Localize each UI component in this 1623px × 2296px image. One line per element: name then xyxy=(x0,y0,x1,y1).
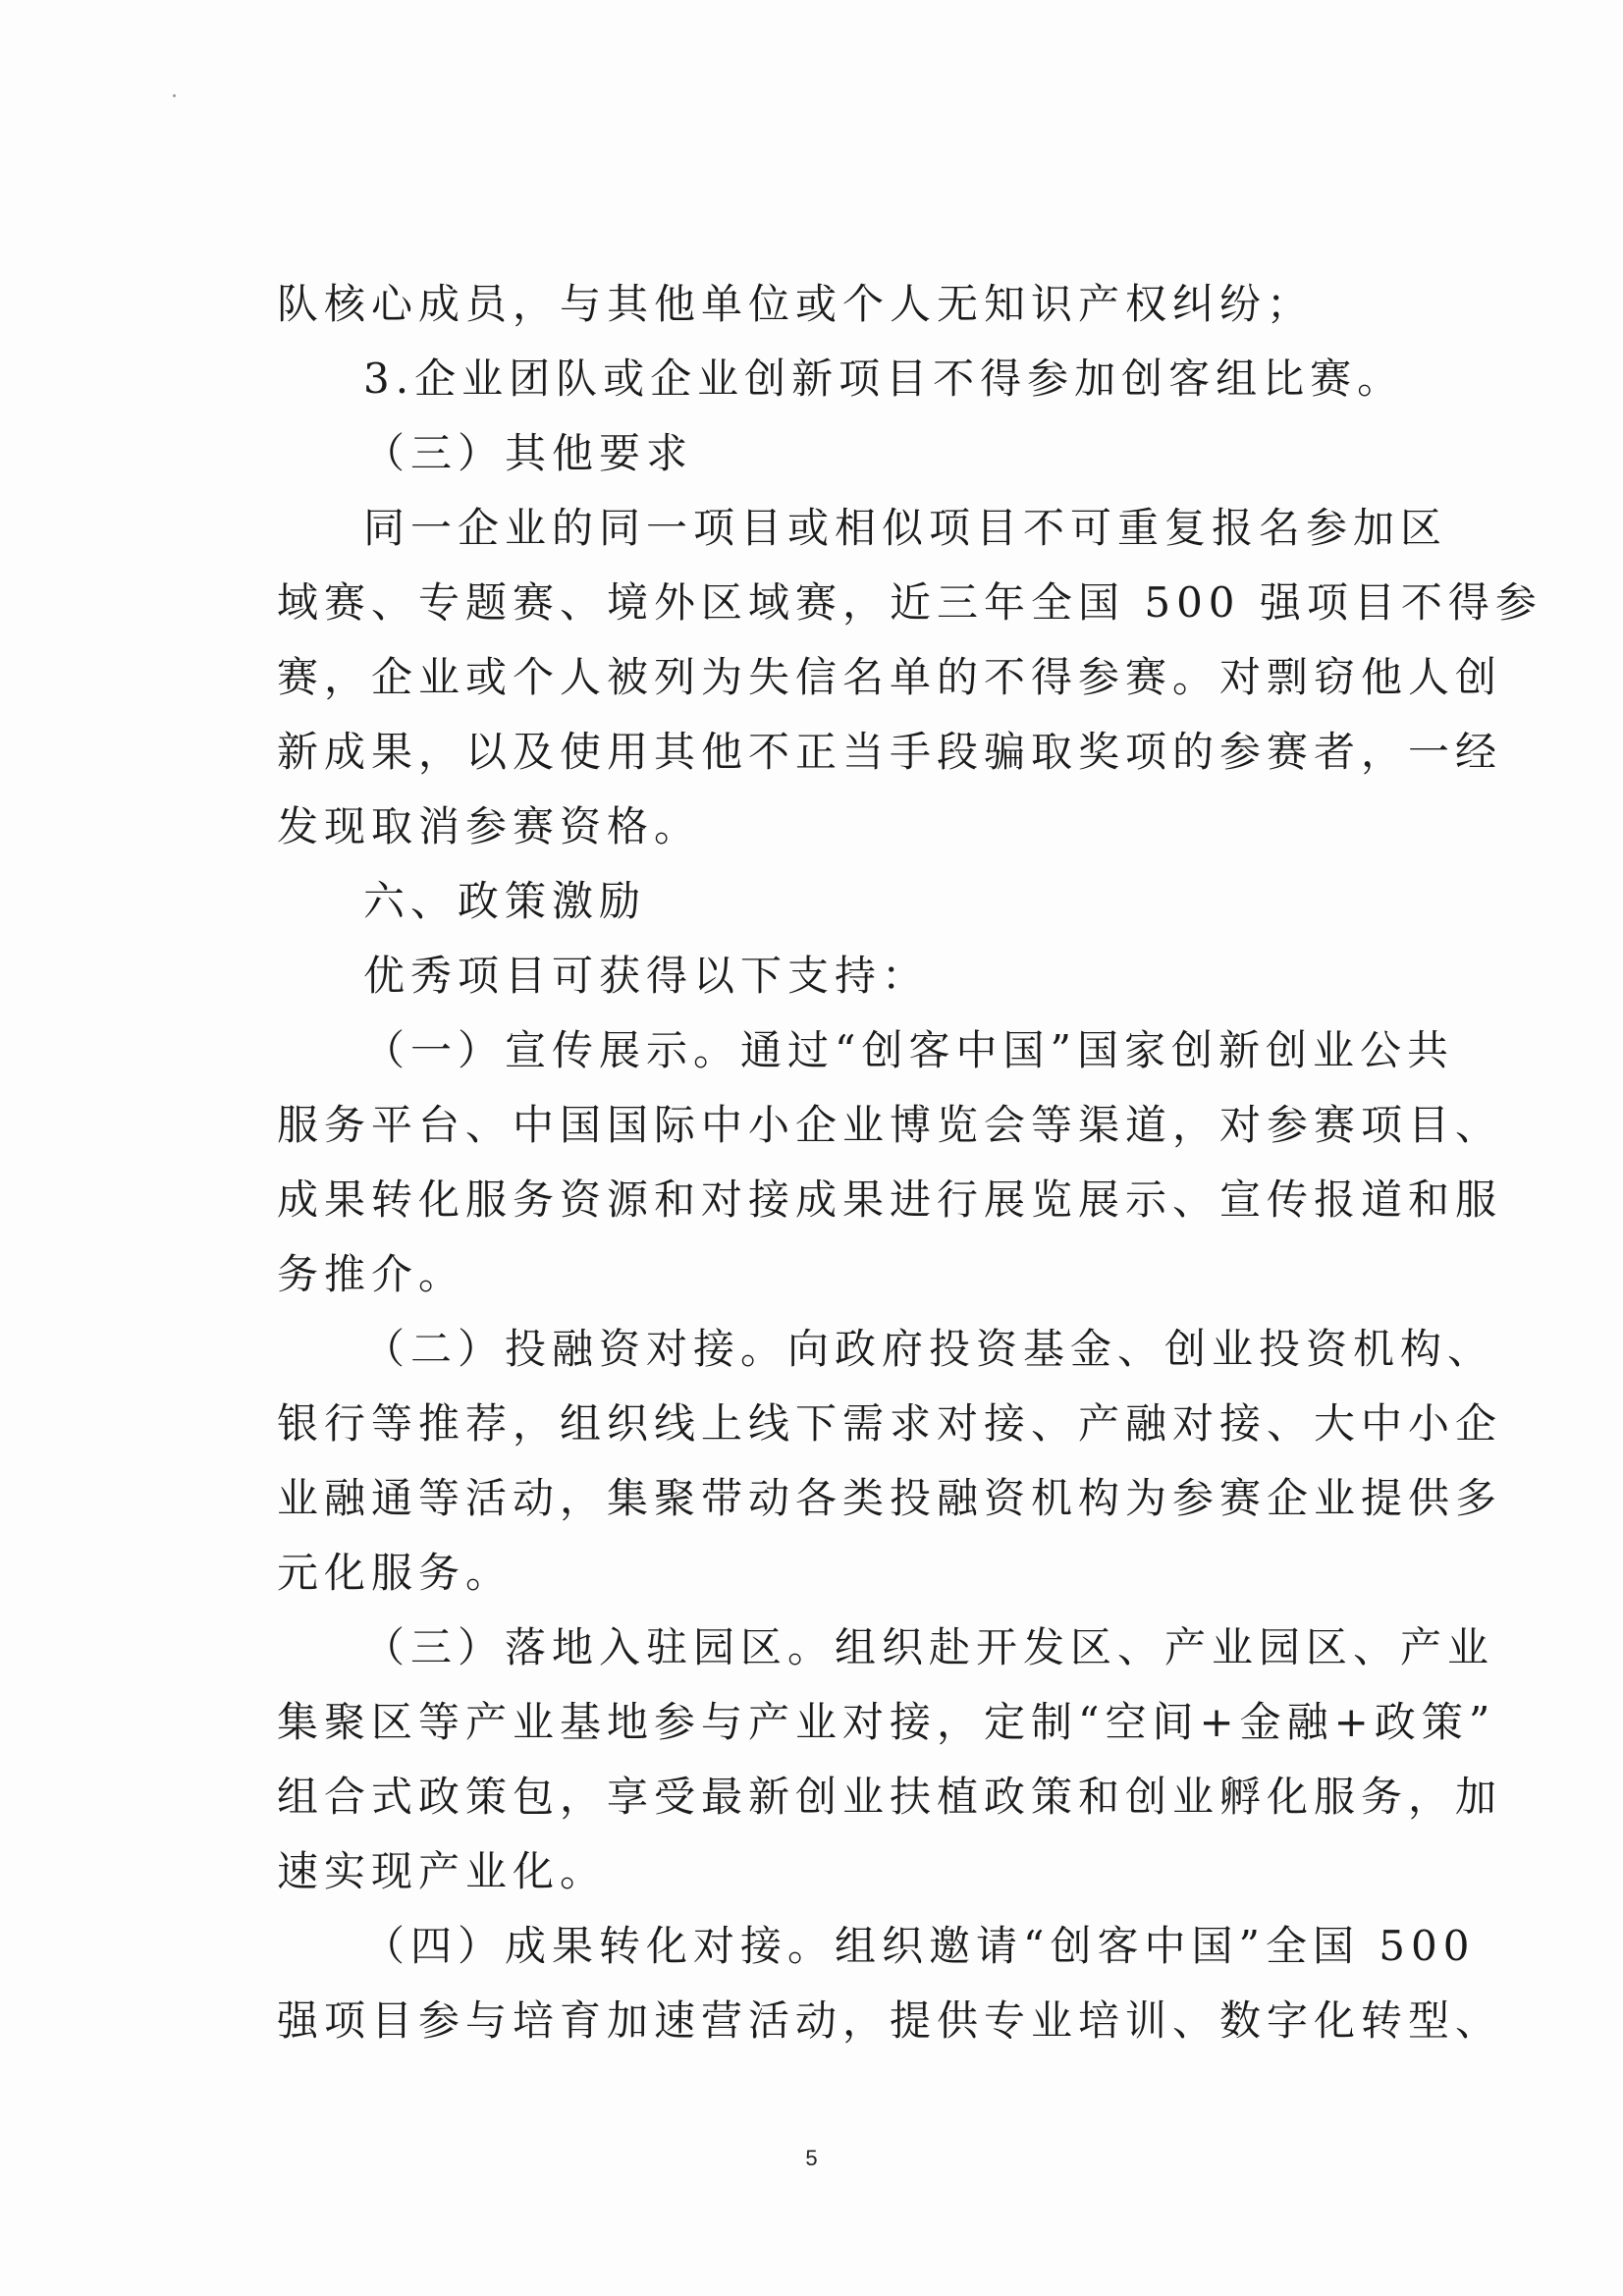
text-line-5: 域赛、专题赛、境外区域赛，近三年全国 500 强项目不得参 xyxy=(277,578,1542,627)
section-heading-other-requirements: （三）其他要求 xyxy=(363,429,694,477)
section-heading-policy-incentives: 六、政策激励 xyxy=(363,877,647,925)
text-line-16: 银行等推荐，组织线上线下需求对接、产融对接、大中小企 xyxy=(277,1399,1503,1448)
text-line-22: 速实现产业化。 xyxy=(277,1847,608,1895)
text-line-23: （四）成果转化对接。组织邀请“创客中国”全国 500 xyxy=(363,1922,1476,1970)
text-line-12: 服务平台、中国国际中小企业博览会等渠道，对参赛项目、 xyxy=(277,1101,1503,1149)
text-line-19: （三）落地入驻园区。组织赴开发区、产业园区、产业 xyxy=(363,1623,1495,1671)
text-line-1: 队核心成员，与其他单位或个人无知识产权纠纷； xyxy=(277,280,1315,328)
text-line-18: 元化服务。 xyxy=(277,1549,514,1597)
text-line-21: 组合式政策包，享受最新创业扶植政策和创业孵化服务，加 xyxy=(277,1773,1503,1821)
text-line-10: 优秀项目可获得以下支持： xyxy=(363,952,930,1000)
text-line-11: （一）宣传展示。通过“创客中国”国家创新创业公共 xyxy=(363,1026,1454,1074)
text-line-8: 发现取消参赛资格。 xyxy=(277,802,702,850)
text-line-2: 3.企业团队或企业创新项目不得参加创客组比赛。 xyxy=(363,355,1405,403)
text-line-15: （二）投融资对接。向政府投资基金、创业投资机构、 xyxy=(363,1325,1495,1373)
text-line-20: 集聚区等产业基地参与产业对接，定制“空间+金融+政策” xyxy=(277,1698,1496,1746)
text-line-7: 新成果，以及使用其他不正当手段骗取奖项的参赛者，一经 xyxy=(277,728,1503,776)
text-line-13: 成果转化服务资源和对接成果进行展览展示、宣传报道和服 xyxy=(277,1175,1503,1224)
text-line-4: 同一企业的同一项目或相似项目不可重复报名参加区 xyxy=(363,504,1448,552)
page-number: 5 xyxy=(805,2146,818,2170)
text-line-6: 赛，企业或个人被列为失信名单的不得参赛。对剽窃他人创 xyxy=(277,653,1503,701)
text-line-17: 业融通等活动，集聚带动各类投融资机构为参赛企业提供多 xyxy=(277,1474,1503,1522)
text-line-14: 务推介。 xyxy=(277,1250,466,1298)
text-line-24: 强项目参与培育加速营活动，提供专业培训、数字化转型、 xyxy=(277,1996,1503,2045)
scan-speck xyxy=(173,94,176,97)
